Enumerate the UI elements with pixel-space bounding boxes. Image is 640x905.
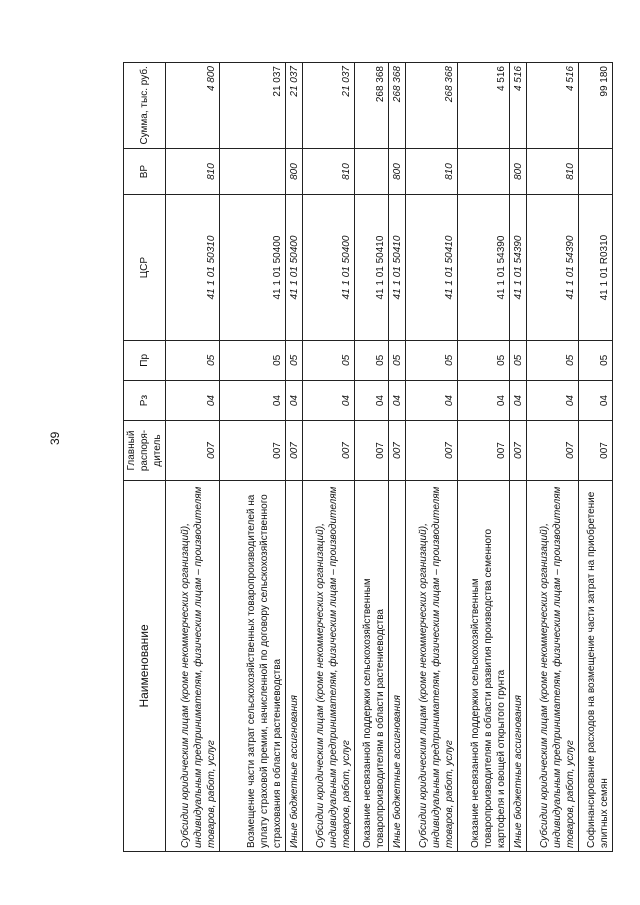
- cell-rz: 04: [303, 380, 355, 420]
- cell-rz: 04: [389, 380, 406, 420]
- cell-csr: 41 1 01 50400: [220, 195, 286, 340]
- cell-name: Иные бюджетные ассигнования: [389, 480, 406, 851]
- cell-csr: 41 1 01 54390: [458, 195, 510, 340]
- cell-vr: 810: [166, 148, 220, 195]
- table-row: [510, 63, 527, 852]
- cell-pr: 05: [527, 340, 579, 380]
- cell-rz: 04: [527, 380, 579, 420]
- table-row: [220, 63, 286, 852]
- cell-rz: 04: [458, 380, 510, 420]
- cell-rz: 04: [355, 380, 389, 420]
- cell-gr: 007: [458, 421, 510, 481]
- cell-gr: 007: [527, 421, 579, 481]
- cell-gr: 007: [389, 421, 406, 481]
- cell-name: Оказание несвязанной поддержки сельскохозяйственным товаропроизводителям в области растениеводства: [355, 480, 389, 851]
- cell-vr: [220, 148, 286, 195]
- cell-sum: 99 180: [579, 63, 613, 149]
- header-rz: Рз: [124, 380, 166, 420]
- cell-csr: 41 1 01 50400: [303, 195, 355, 340]
- header-csr: ЦСР: [124, 195, 166, 340]
- cell-pr: 05: [510, 340, 527, 380]
- cell-name: Субсидии юридическим лицам (кроме некоммерческих организаций), индивидуальным предпринимателям, физическим лицам – производителям товаров, работ, услуг: [406, 480, 458, 851]
- cell-sum: 268 368: [406, 63, 458, 149]
- cell-vr: 800: [286, 148, 303, 195]
- cell-pr: 05: [355, 340, 389, 380]
- table-row: [527, 63, 579, 852]
- table-row: [166, 63, 220, 852]
- cell-rz: 04: [406, 380, 458, 420]
- cell-pr: 05: [166, 340, 220, 380]
- cell-sum: 268 368: [355, 63, 389, 149]
- table-row: [303, 63, 355, 852]
- cell-name: Софинансирование расходов на возмещение части затрат на приобретение элитных семян: [579, 480, 613, 851]
- cell-gr: 007: [286, 421, 303, 481]
- cell-sum: 4 516: [510, 63, 527, 149]
- cell-vr: 800: [389, 148, 406, 195]
- cell-name: Субсидии юридическим лицам (кроме некоммерческих организаций), индивидуальным предпринимателям, физическим лицам – производителям товаров, работ, услуг: [527, 480, 579, 851]
- header-vr: ВР: [124, 148, 166, 195]
- cell-gr: 007: [579, 421, 613, 481]
- page-number: 39: [48, 431, 62, 445]
- cell-csr: 41 1 01 R0310: [579, 195, 613, 340]
- budget-table-container: [123, 62, 610, 852]
- cell-sum: 4 516: [527, 63, 579, 149]
- cell-gr: 007: [220, 421, 286, 481]
- cell-csr: 41 1 01 50310: [166, 195, 220, 340]
- cell-name: Возмещение части затрат сельскохозяйственных товаропроизводителей на уплату страховой премии, начисленной по договору сельскохозяйственного страхования в области растениеводства: [220, 480, 286, 851]
- cell-gr: 007: [355, 421, 389, 481]
- cell-rz: 04: [220, 380, 286, 420]
- cell-vr: [355, 148, 389, 195]
- cell-csr: 41 1 01 54390: [527, 195, 579, 340]
- cell-csr: 41 1 01 50410: [355, 195, 389, 340]
- table-row: [579, 63, 613, 852]
- header-gr: Главный распоря-дитель: [124, 421, 166, 481]
- cell-rz: 04: [510, 380, 527, 420]
- table-row: [406, 63, 458, 852]
- cell-name: Субсидии юридическим лицам (кроме некоммерческих организаций), индивидуальным предпринимателям, физическим лицам – производителям товаров, работ, услуг: [303, 480, 355, 851]
- cell-pr: 05: [579, 340, 613, 380]
- cell-gr: 007: [510, 421, 527, 481]
- cell-gr: 007: [166, 421, 220, 481]
- cell-pr: 05: [303, 340, 355, 380]
- cell-pr: 05: [286, 340, 303, 380]
- cell-name: Иные бюджетные ассигнования: [510, 480, 527, 851]
- cell-rz: 04: [166, 380, 220, 420]
- header-sum: Сумма, тыс. руб.: [124, 63, 166, 149]
- cell-csr: 41 1 01 50410: [406, 195, 458, 340]
- cell-pr: 05: [406, 340, 458, 380]
- cell-name: Субсидии юридическим лицам (кроме некоммерческих организаций), индивидуальным предпринимателям, физическим лицам – производителям товаров, работ, услуг: [166, 480, 220, 851]
- table-row: [389, 63, 406, 852]
- cell-csr: 41 1 01 50410: [389, 195, 406, 340]
- table-row: [286, 63, 303, 852]
- cell-sum: 4 516: [458, 63, 510, 149]
- header-pr: Пр: [124, 340, 166, 380]
- cell-rz: 04: [286, 380, 303, 420]
- cell-pr: 05: [220, 340, 286, 380]
- cell-pr: 05: [458, 340, 510, 380]
- cell-vr: 810: [406, 148, 458, 195]
- cell-vr: 810: [303, 148, 355, 195]
- cell-vr: 810: [527, 148, 579, 195]
- cell-vr: [579, 148, 613, 195]
- cell-csr: 41 1 01 54390: [510, 195, 527, 340]
- cell-name: Оказание несвязанной поддержки сельскохозяйственным товаропроизводителям в области развития производства семенного картофеля и овощей открытого грунта: [458, 480, 510, 851]
- cell-sum: 21 037: [286, 63, 303, 149]
- cell-name: Иные бюджетные ассигнования: [286, 480, 303, 851]
- cell-vr: [458, 148, 510, 195]
- budget-table: [123, 62, 613, 852]
- cell-sum: 21 037: [220, 63, 286, 149]
- table-row: [458, 63, 510, 852]
- cell-rz: 04: [579, 380, 613, 420]
- cell-sum: 21 037: [303, 63, 355, 149]
- table-row: [355, 63, 389, 852]
- cell-sum: 268 368: [389, 63, 406, 149]
- table-header-row: [124, 63, 166, 852]
- cell-csr: 41 1 01 50400: [286, 195, 303, 340]
- header-name: Наименование: [124, 480, 166, 851]
- cell-vr: 800: [510, 148, 527, 195]
- cell-gr: 007: [406, 421, 458, 481]
- cell-pr: 05: [389, 340, 406, 380]
- cell-sum: 4 800: [166, 63, 220, 149]
- cell-gr: 007: [303, 421, 355, 481]
